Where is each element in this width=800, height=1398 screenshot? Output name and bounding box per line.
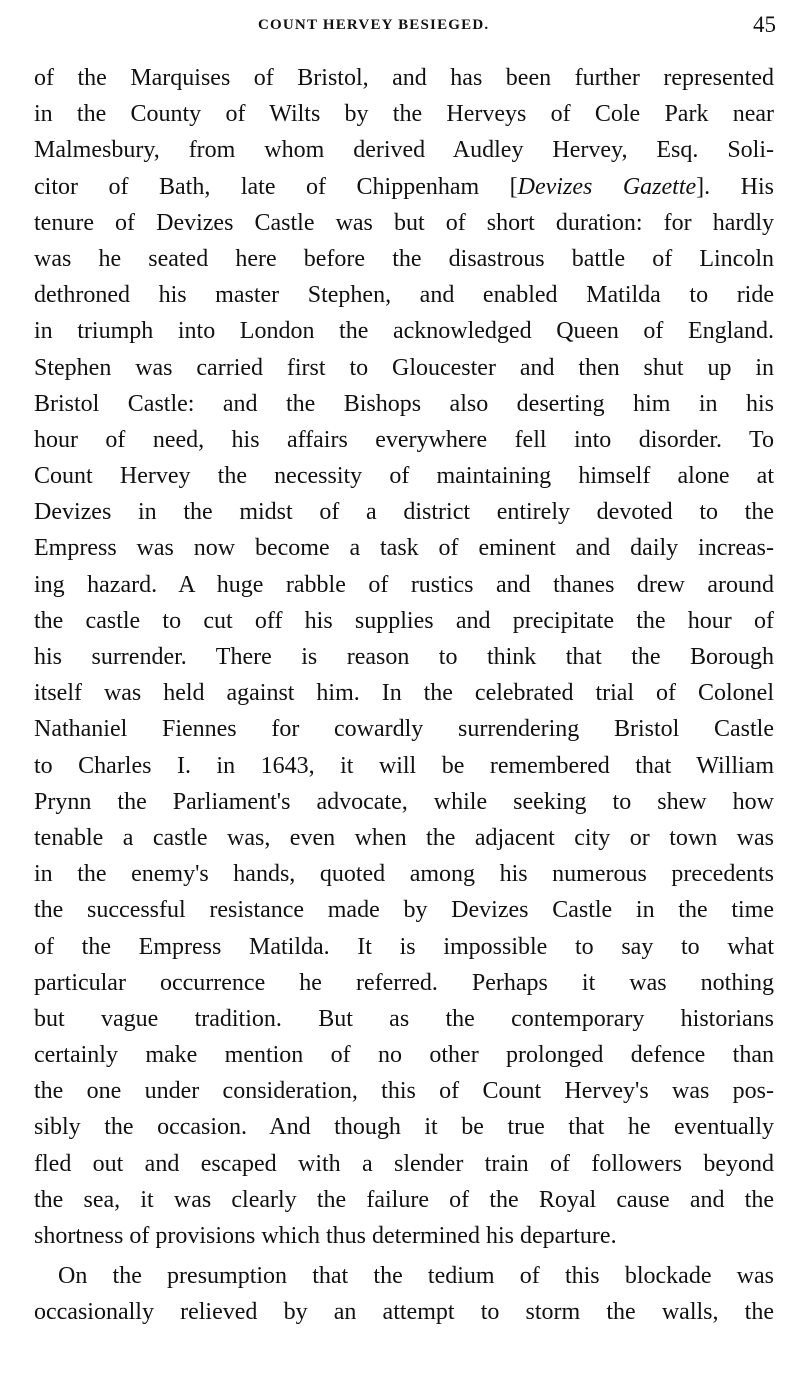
text-segment: citor of Bath, late of Chippenham [: [34, 173, 518, 200]
text-line: of the Empress Matilda. It is impossible to say to what: [34, 933, 774, 960]
text-line: tenure of Devizes Castle was but of short duration: for hardly: [34, 209, 774, 236]
text-line: certainly make mention of no other prolonged defence than: [34, 1042, 774, 1069]
text-line: his surrender. There is reason to think that the Borough: [34, 644, 774, 670]
text-line: occasionally relieved by an attempt to storm the walls, the: [34, 1299, 774, 1326]
body-text: [34, 60, 774, 1331]
text-segment: ]. His: [696, 173, 774, 200]
text-line: Count Hervey the necessity of maintaining himself alone at: [34, 463, 774, 490]
text-line: hour of need, his affairs everywhere fell into disorder. To: [34, 426, 774, 453]
paragraph: [34, 1258, 774, 1330]
text-line: in the enemy's hands, quoted among his numerous precedents: [34, 861, 774, 888]
text-line: Empress was now become a task of eminent and daily increas-: [34, 535, 774, 562]
running-head: [0, 10, 800, 40]
text-line: shortness of provisions which thus determined his departure.: [34, 1223, 617, 1249]
citation-italic: Devizes Gazette: [517, 173, 697, 200]
text-line: tenable a castle was, even when the adjacent city or town was: [34, 824, 774, 851]
text-line: was he seated here before the disastrous battle of Lincoln: [34, 245, 774, 272]
text-line: sibly the occasion. And though it be true that he eventually: [34, 1114, 774, 1141]
text-line: fled out and escaped with a slender train of followers beyond: [34, 1150, 774, 1177]
text-line: ing hazard. A huge rabble of rustics and thanes drew around: [34, 571, 774, 598]
text-line: particular occurrence he referred. Perhaps it was nothing: [34, 969, 774, 996]
text-line: in the County of Wilts by the Herveys of Cole Park near: [34, 101, 774, 128]
text-line: in triumph into London the acknowledged Queen of England.: [34, 318, 774, 345]
text-line: Bristol Castle: and the Bishops also deserting him in his: [34, 390, 774, 417]
text-line: [34, 169, 774, 205]
text-line: Devizes in the midst of a district entirely devoted to the: [34, 499, 774, 526]
text-line: Stephen was carried first to Gloucester and then shut up in: [34, 354, 774, 381]
text-line: On the presumption that the tedium of this blockade was: [58, 1263, 774, 1290]
text-line: to Charles I. in 1643, it will be remembered that William: [34, 752, 774, 779]
text-line: the successful resistance made by Devizes Castle in the time: [34, 897, 774, 924]
text-line: of the Marquises of Bristol, and has been further represented: [34, 65, 774, 91]
text-line: dethroned his master Stephen, and enabled Matilda to ride: [34, 282, 774, 309]
text-line: but vague tradition. But as the contemporary historians: [34, 1005, 774, 1032]
paragraph: [34, 60, 774, 1254]
text-line: Malmesbury, from whom derived Audley Hervey, Esq. Soli-: [34, 137, 774, 164]
page-number: 45: [753, 12, 776, 37]
text-line: itself was held against him. In the celebrated trial of Colonel: [34, 680, 774, 707]
running-title: COUNT HERVEY BESIEGED.: [258, 17, 490, 33]
text-line: the one under consideration, this of Count Hervey's was pos-: [34, 1078, 774, 1105]
text-line: Nathaniel Fiennes for cowardly surrendering Bristol Castle: [34, 716, 774, 743]
text-line: the sea, it was clearly the failure of the Royal cause and the: [34, 1186, 774, 1213]
text-line: Prynn the Parliament's advocate, while seeking to shew how: [34, 788, 774, 815]
text-line: the castle to cut off his supplies and precipitate the hour of: [34, 607, 774, 634]
